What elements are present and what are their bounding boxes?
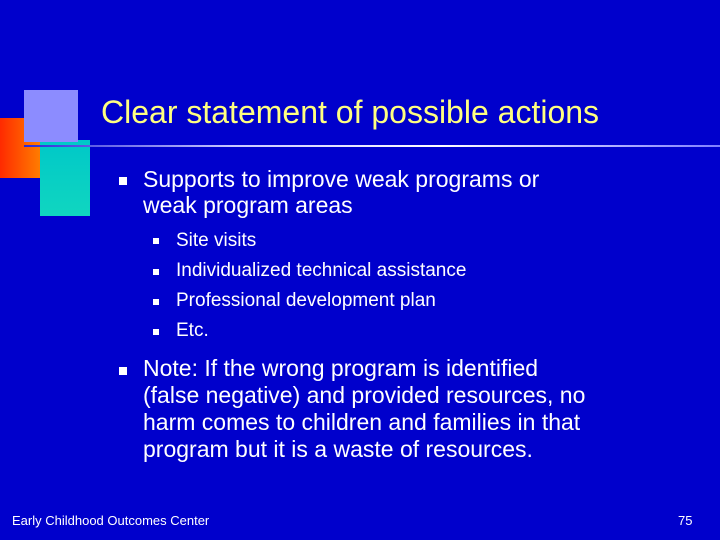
square-bullet-icon	[119, 367, 127, 375]
bullet-2-line-2: (false negative) and provided resources, no	[143, 382, 586, 408]
bullet-2-line-1: Note: If the wrong program is identified	[143, 355, 539, 381]
square-bullet-icon	[153, 269, 159, 275]
square-bullet-icon	[153, 329, 159, 335]
square-bullet-icon	[153, 299, 159, 305]
bullet-1-line-1: Supports to improve weak programs or	[143, 166, 540, 192]
sub-bullet-2: Individualized technical assistance	[176, 260, 467, 281]
decorative-teal-square	[40, 140, 90, 216]
sub-bullet-1: Site visits	[176, 230, 257, 251]
slide-title: Clear statement of possible actions	[101, 94, 600, 130]
sub-bullet-4: Etc.	[176, 320, 209, 341]
page-number: 75	[678, 513, 693, 528]
square-bullet-icon	[153, 238, 159, 244]
bullet-2-line-3: harm comes to children and families in that	[143, 409, 581, 435]
footer-organization: Early Childhood Outcomes Center	[12, 513, 210, 528]
bullet-2-line-4: program but it is a waste of resources.	[143, 436, 533, 462]
title-underline	[24, 145, 720, 147]
bullet-1-line-2: weak program areas	[143, 192, 353, 218]
sub-bullet-3: Professional development plan	[176, 290, 436, 311]
decorative-lavender-square	[24, 90, 78, 142]
square-bullet-icon	[119, 177, 127, 185]
